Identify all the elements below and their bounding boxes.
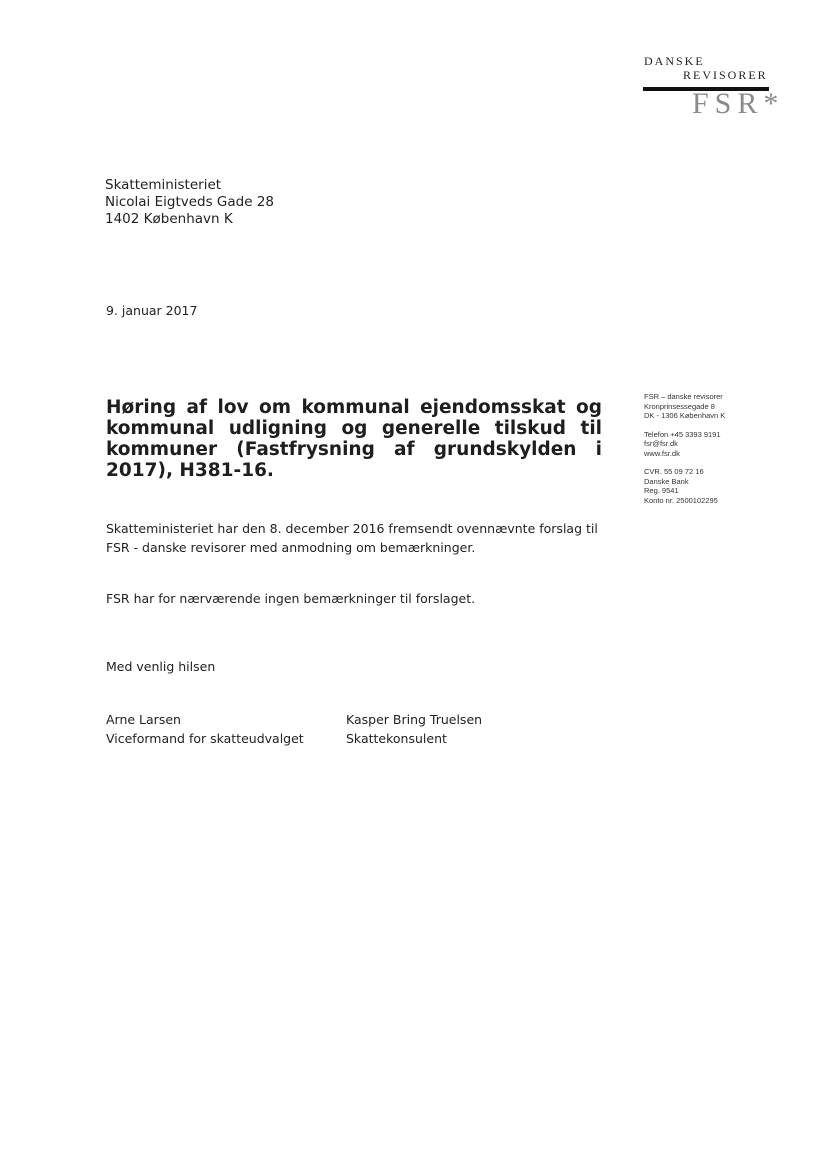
sender-contact-block: [644, 430, 784, 459]
body-paragraph-1: Skatteministeriet har den 8. december 2016 fremsendt ovennævnte forslag til FSR - danske revisorer med anmodning om bemærkninger.: [106, 521, 598, 555]
sender-bank: Danske Bank: [644, 476, 689, 486]
sender-cvr: CVR. 55 09 72 16: [644, 467, 704, 476]
closing-salutation: Med venlig hilsen: [106, 659, 216, 674]
recipient-address: [105, 177, 274, 228]
signatory-title: Skattekonsulent: [346, 731, 447, 746]
letter-subject: Høring af lov om kommunal ejendomsskat og kommunal udligning og generelle tilskud til kommuner (Fastfrysning af grundskylden i 2017), H381-16.: [106, 397, 602, 481]
sender-bank-block: [644, 467, 784, 505]
sender-org: FSR – danske revisorer: [644, 392, 723, 401]
logo-mark: FSR*: [692, 87, 785, 120]
signatory-2: [346, 710, 482, 748]
sender-address-line1: Kronprinsessegade 8: [644, 401, 715, 411]
signatory-name: Kasper Bring Truelsen: [346, 712, 483, 727]
signatory-name: Arne Larsen: [106, 712, 181, 727]
sender-reg: Reg. 9541: [644, 486, 679, 495]
sender-info: [644, 392, 784, 514]
sender-phone: Telefon +45 3393 9191: [644, 429, 721, 439]
logo-line-revisorer: REVISORER: [683, 68, 768, 82]
signatory-1: [106, 710, 304, 748]
letter-date: 9. januar 2017: [106, 303, 198, 318]
logo-line-danske: DANSKE: [644, 54, 705, 68]
body-paragraph-2: FSR har for nærværende ingen bemærkninger til forslaget.: [106, 591, 476, 606]
recipient-name: Skatteministeriet: [105, 177, 222, 193]
recipient-city: 1402 København K: [105, 211, 233, 227]
sender-address-block: [644, 392, 784, 421]
sender-address-line2: DK - 1306 København K: [644, 411, 726, 420]
sender-web: www.fsr.dk: [644, 448, 680, 458]
signatory-title: Viceformand for skatteudvalget: [106, 731, 304, 746]
sender-konto: Konto nr. 2500102295: [644, 495, 718, 505]
sender-email: fsr@fsr.dk: [644, 439, 678, 448]
recipient-street: Nicolai Eigtveds Gade 28: [105, 194, 275, 210]
